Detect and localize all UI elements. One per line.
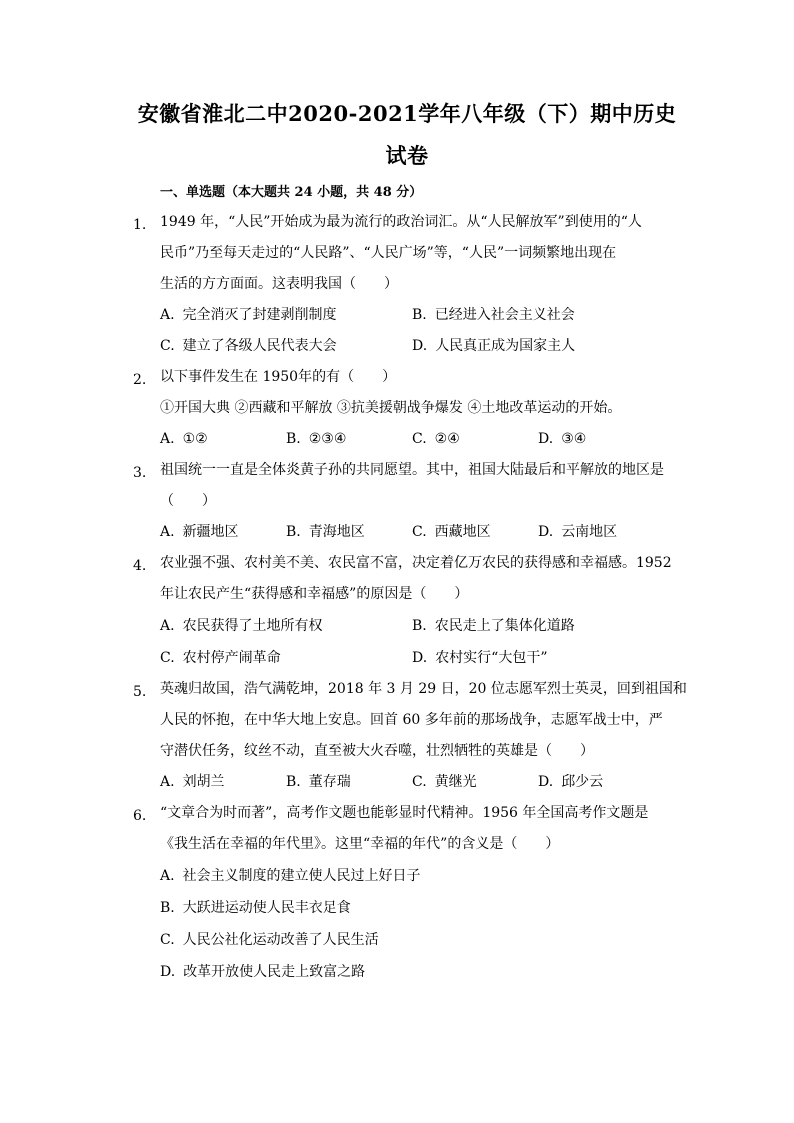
option-a[interactable]: A. 新疆地区 <box>160 524 239 540</box>
question-text-line: 民币”乃至每天走过的“人民路”、“人民广场”等，“人民”一词频繁地出现在 <box>160 245 617 261</box>
option-c[interactable]: C. ②④ <box>412 431 460 447</box>
option-c[interactable]: C. 西藏地区 <box>412 524 491 540</box>
question-number: 4. <box>133 558 147 574</box>
question-text-line: “文章合为时而著”，高考作文题也能彰显时代精神。1956 年全国高考作文题是 <box>160 805 649 821</box>
option-d[interactable]: D. 改革开放使人民走上致富之路 <box>160 964 366 980</box>
option-b[interactable]: B. 已经进入社会主义社会 <box>412 307 575 323</box>
option-d[interactable]: D. 云南地区 <box>538 524 618 540</box>
option-d[interactable]: D. 邱少云 <box>538 774 604 790</box>
option-a[interactable]: A. ①② <box>160 431 208 447</box>
exam-title-line-2: 试卷 <box>385 143 429 168</box>
option-b[interactable]: B. 董存瑞 <box>286 774 351 790</box>
option-b[interactable]: B. ②③④ <box>286 431 347 447</box>
option-a[interactable]: A. 完全消灭了封建剥削制度 <box>160 307 337 323</box>
question-text-line: 农业强不强、农村美不美、农民富不富，决定着亿万农民的获得感和幸福感。1952 <box>160 555 672 571</box>
option-b[interactable]: B. 青海地区 <box>286 524 365 540</box>
question-number: 2. <box>133 372 147 388</box>
question-text-line: （ ） <box>160 493 216 509</box>
question-text-line: 1949 年，“人民”开始成为最为流行的政治词汇。从“人民解放军”到使用的“人 <box>160 214 642 230</box>
option-a[interactable]: A. 农民获得了土地所有权 <box>160 618 323 634</box>
option-d[interactable]: D. ③④ <box>538 431 587 447</box>
question-text-line: 守潜伏任务，纹丝不动，直至被大火吞噬，壮烈牺牲的英雄是（ ） <box>160 743 594 759</box>
option-b[interactable]: B. 农民走上了集体化道路 <box>412 618 575 634</box>
section-heading: 一、单选题（本大题共 24 小题，共 48 分） <box>160 185 423 200</box>
question-text-line: 祖国统一一直是全体炎黄子孙的共同愿望。其中，祖国大陆最后和平解放的地区是 <box>160 462 664 478</box>
question-number: 6. <box>133 808 147 824</box>
option-d[interactable]: D. 农村实行“大包干” <box>412 650 548 666</box>
option-d[interactable]: D. 人民真正成为国家主人 <box>412 338 576 354</box>
question-number: 3. <box>133 465 147 481</box>
option-c[interactable]: C. 黄继光 <box>412 774 477 790</box>
question-number: 1. <box>133 217 147 233</box>
question-text-line: 年让农民产生“获得感和幸福感”的原因是（ ） <box>160 586 469 602</box>
option-c[interactable]: C. 农村停产闹革命 <box>160 650 281 666</box>
question-text-line: 生活的方方面面。这表明我国（ ） <box>160 276 398 292</box>
question-text-line: 《我生活在幸福的年代里》。这里“幸福的年代”的含义是（ ） <box>160 836 560 852</box>
option-c[interactable]: C. 人民公社化运动改善了人民生活 <box>160 932 379 948</box>
option-a[interactable]: A. 社会主义制度的建立使人民过上好日子 <box>160 868 421 884</box>
option-b[interactable]: B. 大跃进运动使人民丰衣足食 <box>160 900 351 916</box>
option-c[interactable]: C. 建立了各级人民代表大会 <box>160 338 337 354</box>
question-text-line: 英魂归故国，浩气满乾坤，2018 年 3 月 29 日，20 位志愿军烈士英灵，回到祖国和 <box>160 681 687 697</box>
question-text-line: 以下事件发生在 1950年的有（ ） <box>160 369 397 385</box>
question-text-line: ①开国大典 ②西藏和平解放 ③抗美援朝战争爆发 ④土地改革运动的开始。 <box>160 400 622 416</box>
question-text-line: 人民的怀抱，在中华大地上安息。回首 60 多年前的那场战争，志愿军战士中，严 <box>160 712 663 728</box>
option-a[interactable]: A. 刘胡兰 <box>160 774 225 790</box>
question-number: 5. <box>133 684 147 700</box>
exam-title-line-1: 安徽省淮北二中2020-2021学年八年级（下）期中历史 <box>137 101 677 126</box>
